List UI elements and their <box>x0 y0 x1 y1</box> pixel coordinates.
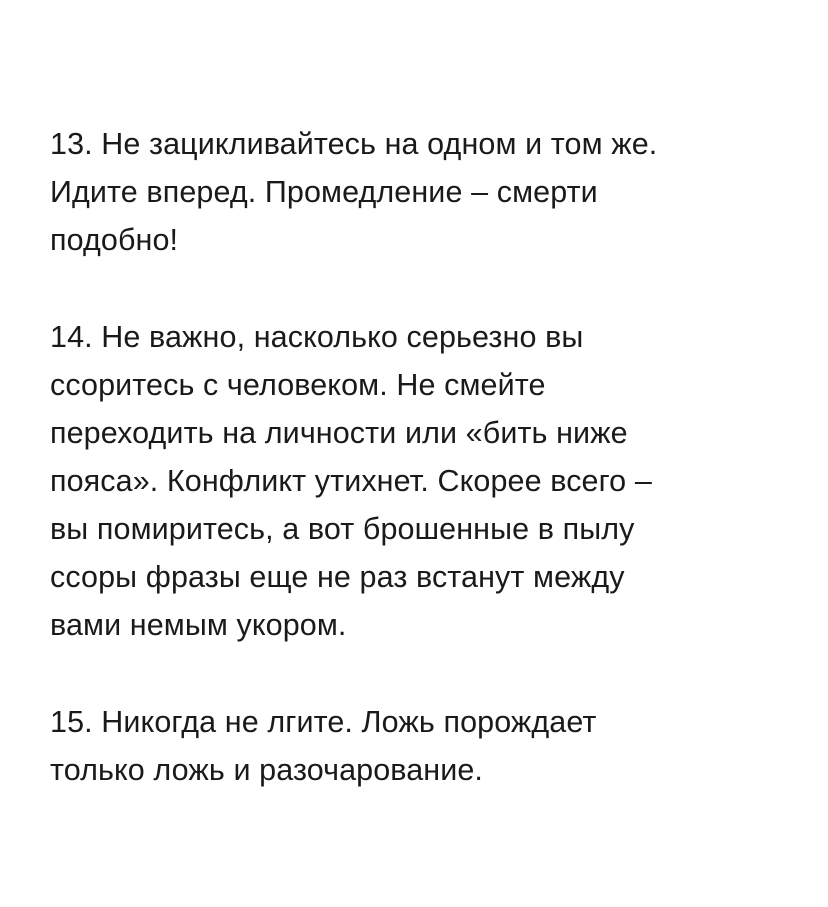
text-line: 13. Не зацикливайтесь на одном и том же. <box>50 127 658 161</box>
text-line: пояса». Конфликт утихнет. Скорее всего – <box>50 464 652 498</box>
text-line: вы помиритесь, а вот брошенные в пылу <box>50 512 635 546</box>
text-line: ссоры фразы еще не раз встанут между <box>50 560 625 594</box>
text-line: переходить на личности или «бить ниже <box>50 416 628 450</box>
text-line: только ложь и разочарование. <box>50 753 484 787</box>
text-line: 14. Не важно, насколько серьезно вы <box>50 320 584 354</box>
tip-13-paragraph <box>50 120 770 264</box>
text-line: Идите вперед. Промедление – смерти <box>50 175 598 209</box>
text-line: ссоритесь с человеком. Не смейте <box>50 368 546 402</box>
text-line: 15. Никогда не лгите. Ложь порождает <box>50 705 597 739</box>
tip-14-paragraph <box>50 313 770 649</box>
text-line: вами немым укором. <box>50 608 347 642</box>
tip-15-paragraph <box>50 698 770 794</box>
text-line: подобно! <box>50 223 179 257</box>
